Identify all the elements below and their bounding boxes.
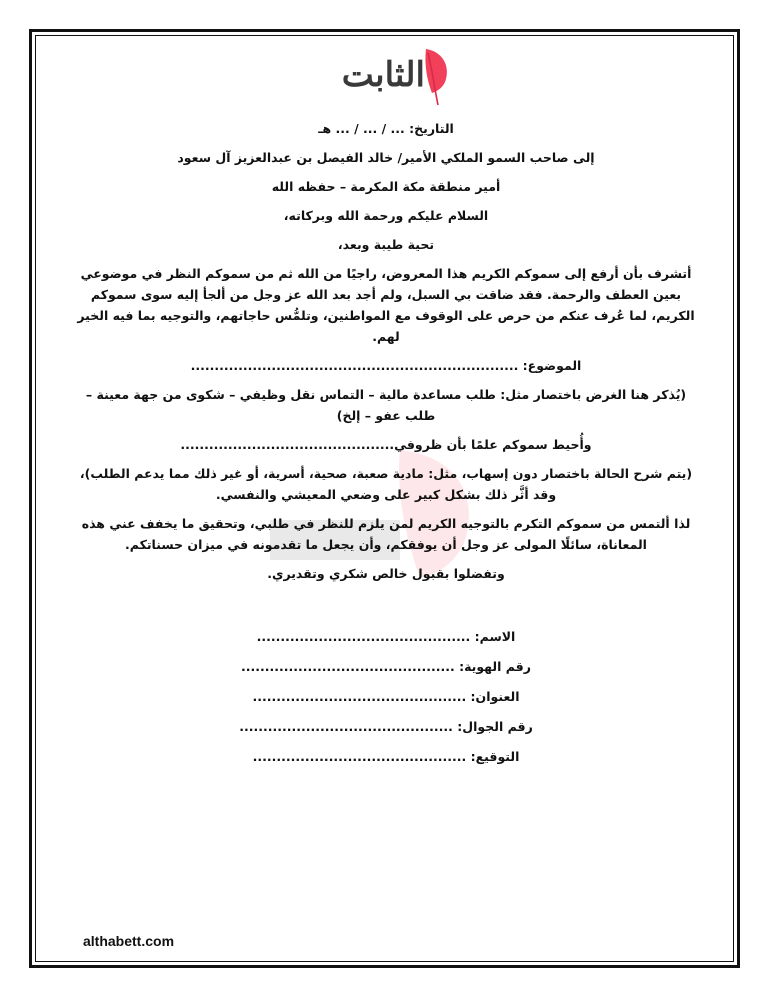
address-field[interactable]: العنوان: ............................................. [252,689,520,704]
id-number-field[interactable]: رقم الهوية: ............................................. [241,659,531,674]
mobile-field[interactable]: رقم الجوال: ............................................. [239,719,533,734]
feather-icon [418,45,452,107]
closing: وتفضلوا بقبول خالص شكري وتقديري. [267,566,505,581]
subject-line: الموضوع: ..................................................................... [190,358,582,373]
recipient-title: أمير منطقة مكة المكرمة – حفظه الله [271,179,501,194]
signature-field[interactable]: التوقيع: ............................................. [252,749,520,764]
applicant-fields [75,626,697,776]
name-field[interactable]: الاسم: ............................................. [256,629,516,644]
letter-body [75,118,697,776]
logo [330,45,450,105]
circumstances-note: (يتم شرح الحالة باختصار دون إسهاب، مثل: مادية صعبة، صحية، أسرية، أو غير ذلك مما يدعم الطلب)، وقد أثَّر ذلك بشكل كبير على وضعي المعيشي والنفسي. [79,466,693,502]
greeting: السلام عليكم ورحمة الله وبركاته، [283,208,489,223]
website-footer: althabett.com [83,933,175,949]
request-paragraph: لذا ألتمس من سموكم التكرم بالتوجيه الكريم لمن يلزم للنظر في طلبي، وتحقيق ما يخفف عني هذه المعاناة، سائلًا المولى عز وجل أن يوفقكم، وأن يجعل ما تقدمونه في ميزان حسناتكم. [81,516,691,552]
date-line: التاريخ: ... / ... / ... هـ [318,121,454,136]
logo-text: الثابت [341,55,425,95]
subject-note: (يُذكر هنا الغرض باختصار مثل: طلب مساعدة مالية – التماس نقل وظيفي – شكوى من جهة معينة – طلب عفو – إلخ) [85,387,687,423]
intro-paragraph: أتشرف بأن أرفع إلى سموكم الكريم هذا المعروض، راجيًا من الله ثم من سموكم النظر في موضوعي بعين العطف والرحمة. فقد ضاقت بي السبل، ولم أجد بعد الله عز وجل من ألجأ إليه سوى سموكم الكريم، لما عُرف عنكم من حرص على الوقوف مع المواطنين، وتلمُّس حاجاتهم، والتوجيه بما فيه الخير لهم. [77,266,695,344]
recipient: إلى صاحب السمو الملكي الأمير/ خالد الفيصل بن عبدالعزيز آل سعود [177,150,595,165]
salutation: تحية طيبة وبعد، [337,237,435,252]
circumstances-line: وأُحيط سموكم علمًا بأن ظروفي............................................. [180,437,592,452]
